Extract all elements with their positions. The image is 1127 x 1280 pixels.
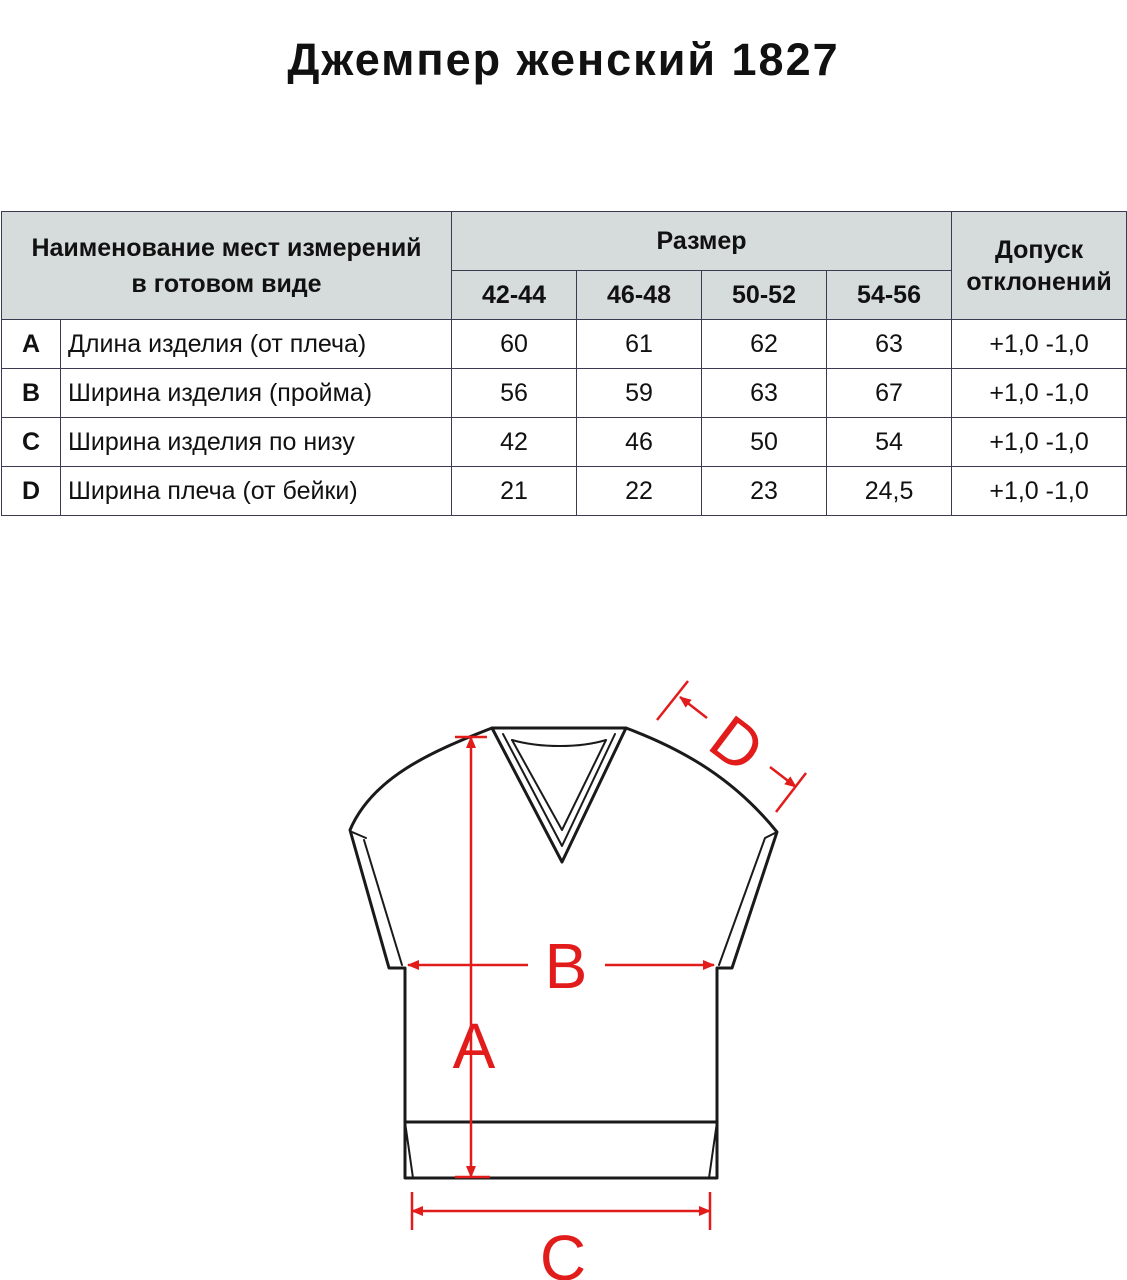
measurement-d-label: D [696, 701, 778, 787]
row-value: 42 [452, 418, 577, 467]
measurement-d-tick [776, 773, 806, 812]
measurement-a-label: A [452, 1010, 496, 1082]
row-value: 22 [577, 467, 702, 516]
row-value: 56 [452, 369, 577, 418]
tolerance-header-line2: отклонений [966, 267, 1112, 296]
row-code: B [2, 369, 61, 418]
size-header: Размер [452, 212, 952, 271]
row-value: 67 [827, 369, 952, 418]
sleeve-band-right [719, 832, 777, 965]
row-value: 24,5 [827, 467, 952, 516]
row-code: A [2, 320, 61, 369]
measurement-labels [453, 701, 777, 1280]
row-value: 60 [452, 320, 577, 369]
row-tolerance: +1,0 -1,0 [952, 369, 1127, 418]
size-column-header: 46-48 [577, 271, 702, 320]
row-tolerance: +1,0 -1,0 [952, 467, 1127, 516]
measurement-b-label: B [544, 930, 588, 1002]
row-value: 50 [702, 418, 827, 467]
row-value: 59 [577, 369, 702, 418]
sleeve-band-left [352, 832, 402, 965]
size-column-header: 54-56 [827, 271, 952, 320]
row-value: 21 [452, 467, 577, 516]
row-tolerance: +1,0 -1,0 [952, 418, 1127, 467]
neck-back [512, 740, 606, 746]
measurement-d-line-upper [680, 697, 707, 718]
row-value: 62 [702, 320, 827, 369]
row-code: D [2, 467, 61, 516]
size-column-header: 50-52 [702, 271, 827, 320]
measurement-name-header-line1: Наименование мест измерений [31, 233, 422, 262]
row-parameter: Ширина изделия по низу [61, 418, 452, 467]
page-title: Джемпер женский 1827 [287, 34, 840, 85]
row-code: C [2, 418, 61, 467]
measurement-name-header-line2: в готовом виде [131, 269, 322, 298]
row-value: 63 [827, 320, 952, 369]
row-parameter: Ширина плеча (от бейки) [61, 467, 452, 516]
size-column-header: 42-44 [452, 271, 577, 320]
row-value: 46 [577, 418, 702, 467]
tolerance-header-line1: Допуск [994, 235, 1084, 264]
row-value: 54 [827, 418, 952, 467]
neckline-mid [503, 734, 615, 846]
row-tolerance: +1,0 -1,0 [952, 320, 1127, 369]
row-parameter: Ширина изделия (пройма) [61, 369, 452, 418]
row-value: 23 [702, 467, 827, 516]
row-value: 63 [702, 369, 827, 418]
measurement-d-line-lower [770, 767, 796, 787]
row-value: 61 [577, 320, 702, 369]
measurement-c-label: C [539, 1222, 587, 1280]
row-parameter: Длина изделия (от плеча) [61, 320, 452, 369]
